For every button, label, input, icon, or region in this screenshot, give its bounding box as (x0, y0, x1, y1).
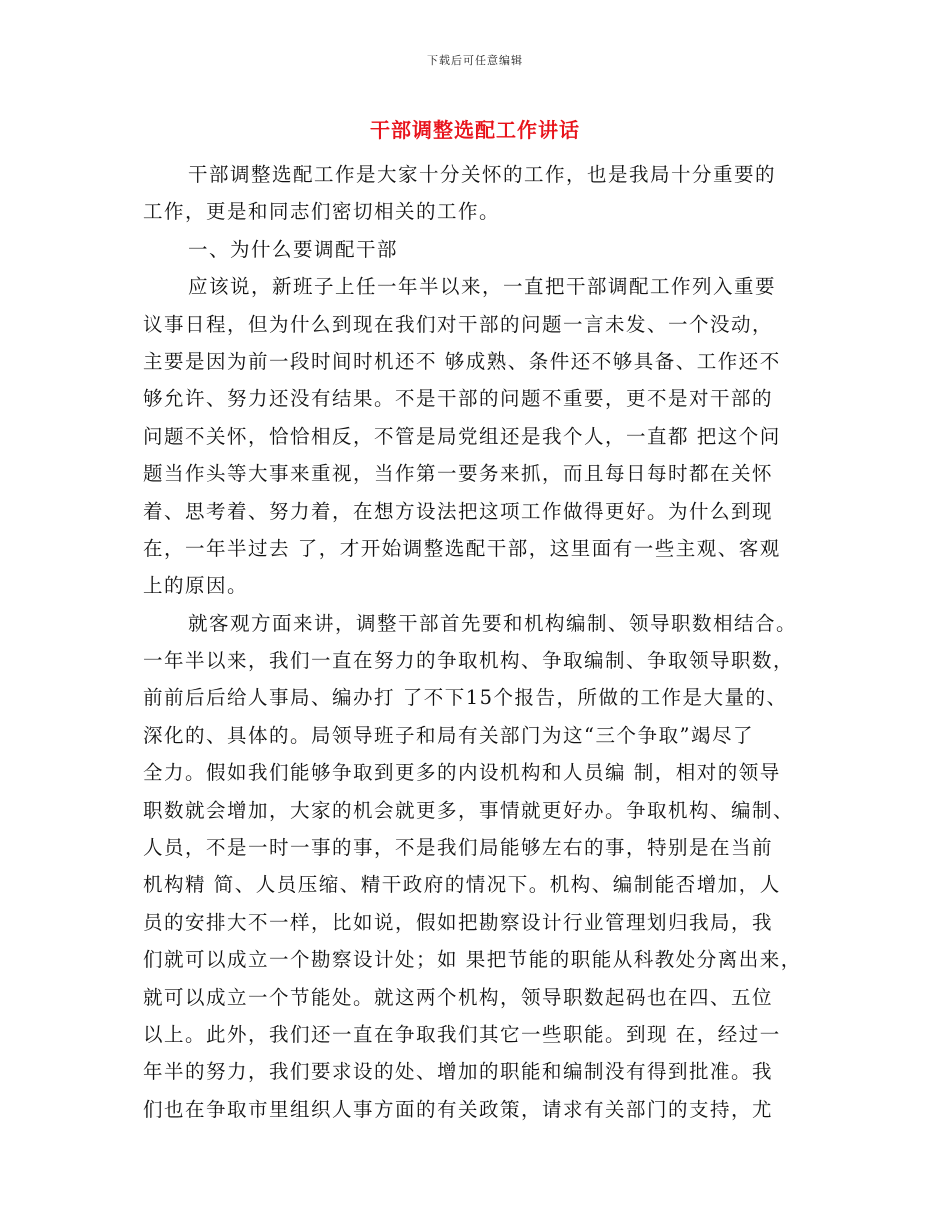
text-line: 一年半以来，我们一直在努力的争取机构、争取编制、争取领导职数， (143, 649, 795, 673)
text-line: 前前后后给人事局、编办打 了不下15个报告，所做的工作是大量的、 (143, 686, 788, 710)
text-line: 一、为什么要调配干部 (188, 237, 399, 261)
document-body (143, 156, 823, 1128)
text-line: 干部调整选配工作是大家十分关怀的工作，也是我局十分重要的 (188, 163, 777, 186)
text-line: 年半的努力，我们要求设的处、增加的职能和编制没有得到批准。我 (143, 1060, 774, 1084)
text-line: 题当作头等大事来重视，当作第一要务来抓，而且每日每时都在关怀 (143, 462, 774, 486)
header-note: 下载后可任意编辑 (427, 54, 523, 67)
text-line: 职数就会增加，大家的机会就更多，事情就更好办。争取机构、编制、 (143, 798, 795, 822)
text-line: 人员，不是一时一事的事，不是我们局能够左右的事，特别是在当前 (143, 836, 774, 860)
text-line: 们就可以成立一个勘察设计处；如 果把节能的职能从科教处分离出来， (143, 948, 802, 972)
text-line: 应该说，新班子上任一年半以来，一直把干部调配工作列入重要 (188, 275, 777, 299)
text-line: 们也在争取市里组织人事方面的有关政策，请求有关部门的支持，尤 (143, 1097, 774, 1121)
text-line: 够允许、努力还没有结果。不是干部的问题不重要，更不是对干部的 (143, 387, 774, 411)
document-title: 干部调整选配工作讲话 (370, 118, 580, 142)
text-line: 在，一年半过去 了，才开始调整选配干部，这里面有一些主观、客观 (143, 536, 781, 560)
text-line: 就客观方面来讲，调整干部首先要和机构编制、领导职数相结合。 (188, 611, 798, 635)
text-line: 工作，更是和同志们密切相关的工作。 (143, 200, 501, 224)
text-line: 就可以成立一个节能处。就这两个机构，领导职数起码也在四、五位 (143, 985, 774, 1009)
text-line: 以上。此外，我们还一直在争取我们其它一些职能。到现 在，经过一 (143, 1022, 781, 1046)
text-line: 员的安排大不一样，比如说，假如把勘察设计行业管理划归我局，我 (143, 910, 774, 934)
text-line: 议事日程，但为什么到现在我们对干部的问题一言未发、一个没动， (143, 312, 774, 336)
text-line: 问题不关怀，恰恰相反，不管是局党组还是我个人，一直都 把这个问 (143, 424, 781, 448)
text-line: 上的原因。 (143, 574, 249, 598)
text-line: 机构精 简、人员压缩、精干政府的情况下。机构、编制能否增加，人 (143, 873, 781, 897)
text-line: 着、思考着、努力着，在想方设法把这项工作做得更好。为什么到现 (143, 499, 774, 523)
text-line: 深化的、具体的。局领导班子和局有关部门为这“三个争取”竭尽了 (143, 723, 754, 747)
text-line: 全力。假如我们能够争取到更多的内设机构和人员编 制，相对的领导 (143, 761, 781, 785)
text-line: 主要是因为前一段时间时机还不 够成熟、条件还不够具备、工作还不 (143, 349, 781, 373)
